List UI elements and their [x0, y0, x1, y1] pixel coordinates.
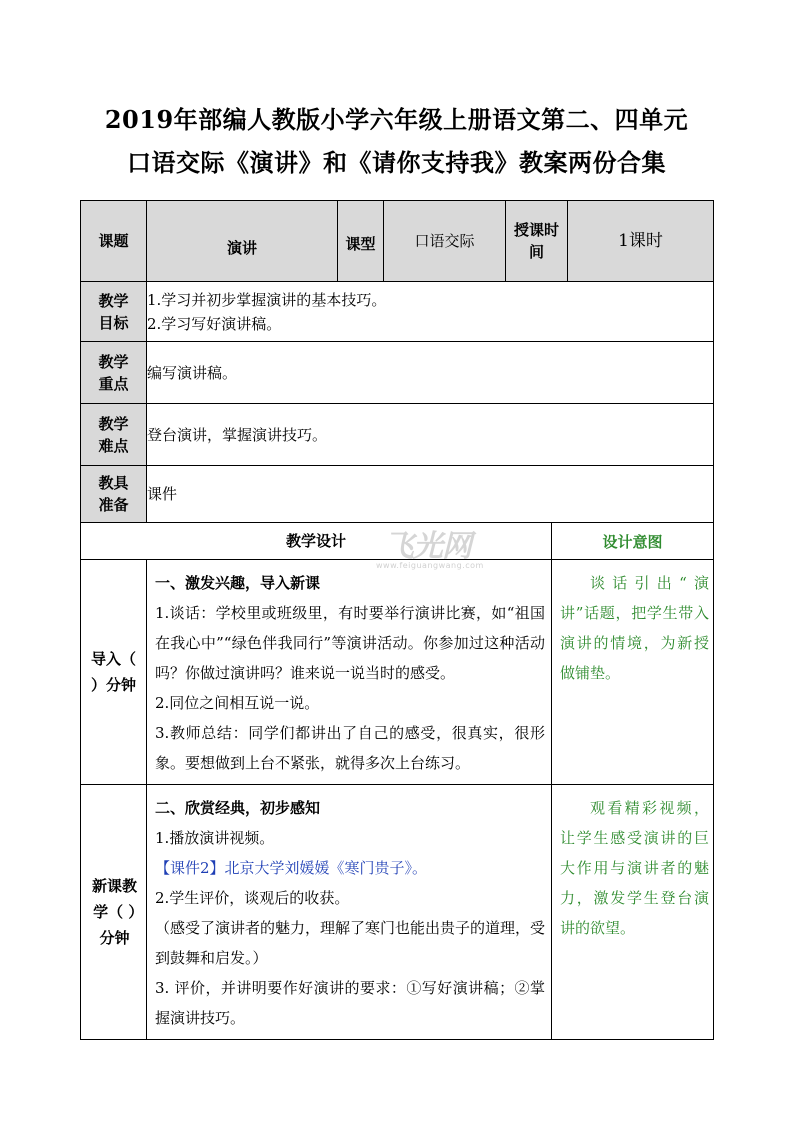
watermark-sub: www.feiguangwang.com: [376, 561, 484, 570]
materials-content: 课件: [147, 466, 714, 523]
watermark-main: 飞光网: [384, 529, 471, 564]
topic-label: 课题: [81, 201, 147, 282]
new-lesson-line-1: 1.播放演讲视频。: [155, 829, 275, 847]
new-lesson-row: [81, 785, 714, 1040]
materials-label: 教具准备: [81, 466, 147, 523]
intro-line-3: 3.教师总结：同学们都讲出了自己的感受，很真实，很形象。要想做到上台不紧张，就得多次上台练习。: [155, 724, 545, 772]
topic-value: 演讲: [147, 201, 338, 282]
new-lesson-phase: 新课教学（ ）分钟: [81, 785, 147, 1040]
watermark-logo: [376, 521, 484, 579]
lesson-plan-table: [80, 200, 714, 1040]
new-lesson-line-4: 3. 评价，并讲明要作好演讲的要求：①写好演讲稿；②掌握演讲技巧。: [155, 979, 545, 1027]
intro-phase: 导入（ ）分钟: [81, 560, 147, 785]
document-title-line-1: 2019年部编人教版小学六年级上册语文第二、四单元: [104, 105, 689, 134]
intro-line-2: 2.同位之间相互说一说。: [155, 694, 320, 712]
objective-line: 2.学习写好演讲稿。: [147, 314, 282, 333]
intro-row: [81, 560, 714, 785]
new-lesson-line-2: 2.学生评价，谈观后的收获。: [155, 889, 350, 907]
key-points-content: 编写演讲稿。: [147, 342, 714, 404]
time-value: 1课时: [568, 201, 714, 282]
new-lesson-design: [147, 785, 552, 1040]
intro-intent: 谈话引出“演讲”话题，把学生带入演讲的情境，为新授做铺垫。: [552, 560, 714, 785]
objectives-label: 教学目标: [81, 282, 147, 342]
new-lesson-intent: 观看精彩视频，让学生感受演讲的巨大作用与演讲者的魅力，激发学生登台演讲的欲望。: [552, 785, 714, 1040]
intro-section-title: 一、激发兴趣，导入新课: [155, 574, 321, 592]
objectives-content: [147, 282, 714, 342]
key-points-label: 教学重点: [81, 342, 147, 404]
info-row-difficulties: [81, 404, 714, 466]
time-label: 授课时间: [506, 201, 568, 282]
objective-line: 1.学习并初步掌握演讲的基本技巧。: [147, 290, 387, 309]
new-lesson-line-3: （感受了演讲者的魅力，理解了寒门也能出贵子的道理，受到鼓舞和启发。）: [155, 919, 546, 967]
info-row-key-points: [81, 342, 714, 404]
intent-header: 设计意图: [552, 523, 714, 560]
header-row: [81, 201, 714, 282]
type-label: 课型: [338, 201, 384, 282]
new-lesson-section-title: 二、欣赏经典，初步感知: [155, 799, 321, 817]
info-row-materials: [81, 466, 714, 523]
courseware-tag: 【课件2】: [155, 859, 225, 877]
difficulties-content: 登台演讲，掌握演讲技巧。: [147, 404, 714, 466]
courseware-text: 北京大学刘媛媛《寒门贵子》。: [224, 859, 428, 877]
difficulties-label: 教学难点: [81, 404, 147, 466]
type-value: 口语交际: [384, 201, 506, 282]
courseware-line: [155, 853, 545, 883]
document-title-line-2: 口语交际《演讲》和《请你支持我》教案两份合集: [127, 148, 666, 177]
info-row-objectives: [81, 282, 714, 342]
intro-design: [147, 560, 552, 785]
design-header: 教学设计: [81, 523, 552, 560]
intro-line-1: 1.谈话：学校里或班级里，有时要举行演讲比赛，如“祖国在我心中”“绿色伴我同行”等演讲活动。你参加过这种活动吗？你做过演讲吗？谁来说一说当时的感受。: [155, 604, 545, 682]
